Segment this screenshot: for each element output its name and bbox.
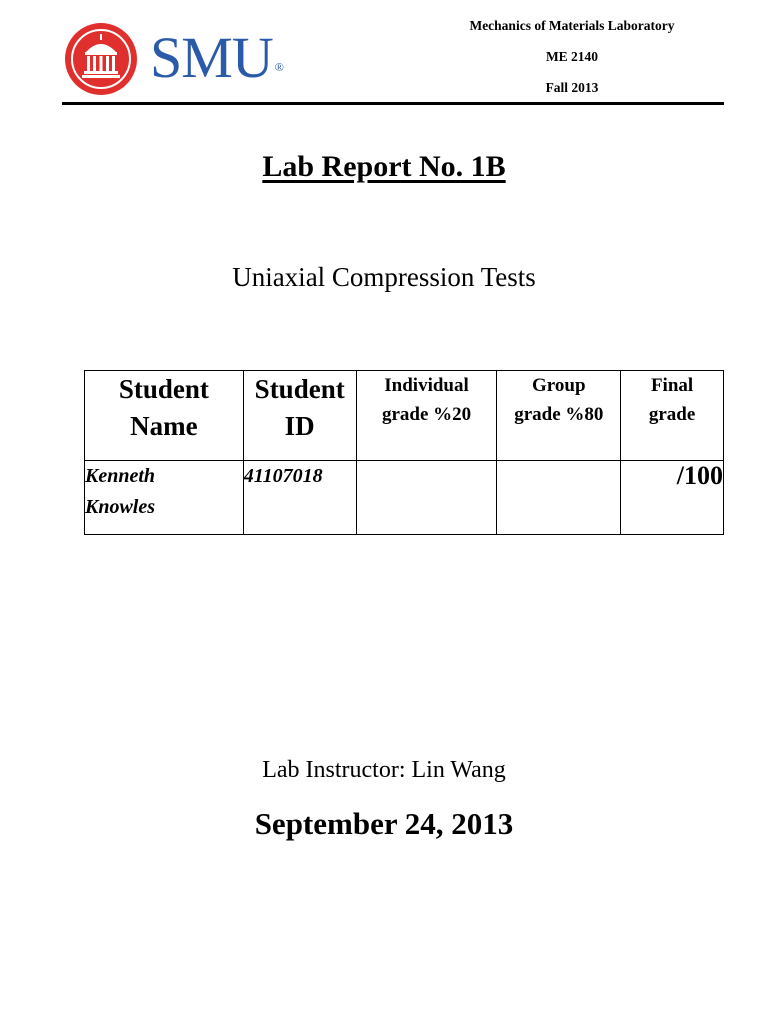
report-title: Lab Report No. 1B bbox=[262, 150, 506, 183]
cell-final-grade: /100 bbox=[621, 461, 724, 535]
course-info bbox=[440, 14, 704, 107]
cell-student-name: Kenneth Knowles bbox=[85, 461, 244, 535]
header-group-grade: Group grade %80 bbox=[497, 371, 621, 461]
header-student-name: Student Name bbox=[85, 371, 244, 461]
registered-mark: ® bbox=[274, 60, 284, 74]
grade-table bbox=[84, 370, 724, 535]
smu-logo bbox=[64, 22, 304, 98]
logo-text: SMU bbox=[150, 25, 273, 90]
report-subtitle: Uniaxial Compression Tests bbox=[232, 262, 536, 292]
cell-student-id: 41107018 bbox=[243, 461, 356, 535]
smu-seal-icon bbox=[64, 22, 138, 96]
header-divider bbox=[62, 102, 724, 105]
cell-individual-grade bbox=[356, 461, 497, 535]
course-code: ME 2140 bbox=[545, 49, 599, 64]
header-final-grade: Final grade bbox=[621, 371, 724, 461]
lab-instructor: Lab Instructor: Lin Wang bbox=[262, 757, 506, 783]
smu-wordmark bbox=[150, 26, 284, 99]
report-date: September 24, 2013 bbox=[254, 806, 514, 841]
grade-table-header bbox=[85, 371, 724, 461]
lab-name: Mechanics of Materials Laboratory bbox=[469, 18, 675, 33]
table-row bbox=[85, 461, 724, 535]
term: Fall 2013 bbox=[545, 80, 599, 95]
cell-group-grade bbox=[497, 461, 621, 535]
header-student-id: Student ID bbox=[243, 371, 356, 461]
header-individual-grade: Individual grade %20 bbox=[356, 371, 497, 461]
